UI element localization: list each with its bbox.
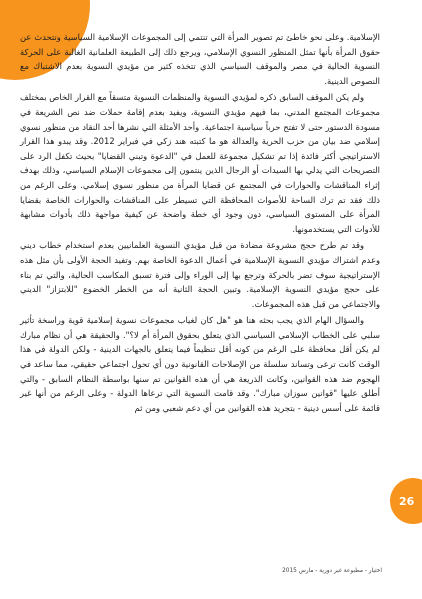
- page-number-badge: [390, 478, 422, 524]
- paragraph-4: والسؤال الهام الذي يجب بحثه هنا هو "هل كان لغياب مجموعات نسوية إسلامية قوية وراسخة تأثير سلبي على الخطاب الإسلامي السياسي الذي يتعلق بحقوق المرأة أم لا؟". والحقيقة هي أن نظام مبارك لم يكن أقل محافظة على الرغم من كونه أقل تنظيماً فيما يتعلق بالجهات الدينية - ولكن الدولة في هذا الوقت كانت ترعى وتساند سلسلة من الإصلاحات القانونية دون أي تحول اجتماعي حقيقي، مما ساعد في الهجوم ضد هذه القوانين، وكانت الذريعة هي أن هذه القوانين تم سنها بواسطة النظام السابق - والتي أطلق عليها "قوانين سوزان مبارك". وقد قامت النسوية التي ترعاها الدولة - وعلى الرغم من أنها غير قائمة على أسس دينية - بتجريد هذه القوانين من أي دعم شعبي ومن ثم: [20, 315, 380, 413]
- paragraph-3: وقد تم طرح حجج مشروعة مضادة من قبل مؤيدي النسوية العلمانيين بعدم استخدام خطاب ديني وعدم اشتراك مؤيدي النسوية الإسلامية في أعمال الدعوة الخاصة بهم. وتفيد الحجة الأولى بأن مثل هذه الإستراتيجية سوف تضر بالحركة وترجع بها إلى الوراء وإلى فترة تسبق المكاسب الحالية، والتي تم بناء على حجج مؤيدي النسوية الإسلامية. وتبين الحجة الثانية أنه من الخطر الخضوع "للابتزاز" الديني والاجتماعي من قبل هذه المجموعات.: [20, 240, 380, 309]
- paragraph-1: الإسلامية. وعلى نحو خاطئ تم تصوير المرأة التي تنتمي إلى المجموعات الإسلامية السياسية وتتحدث عن حقوق المرأة بأنها تمثل المنظور النسوي الإسلامي، ويرجع ذلك إلى الطبيعة العلمانية الغالبة على الحركة النسوية الحالية في مصر والموقف السياسي الذي تتخذه كثير من مؤيدي النسوية بعدم الاشتباك مع النصوص الدينية.: [20, 32, 380, 86]
- page-number: 26: [399, 494, 415, 508]
- article-body: [20, 30, 380, 415]
- paragraph-2: ولم يكن الموقف السابق ذكره لمؤيدي النسوية والمنظمات النسوية متسقاً مع القرار الخاص بمختلف مجموعات المجتمع المدني، بما فيهم مؤيدي النسوية، ويفيد بعدم إقامة حملات ضد نص الشريعة في مسودة الدستور حتى لا تفتح حرباً سياسية اجتماعية. وأحد الأمثلة التي نشرها أحد النقاد من منظور نسوي إسلامي ضد بيان من حزب الحرية والعدالة هو ما كتبته هند زكي في فبراير 2012. وقد يبدو هذا القرار الاستراتيجي أكثر فائدة إذا تم تشكيل مجموعة للعمل في "الدعوة وتبني القضايا" بحيث تكفل الرد على التصريحات التي يدلي بها السيدات أو الرجال الذين ينتمون إلى مجموعات الإسلام السياسي، وذلك بهدف إثراء المناقشات والحوارات في المجتمع عن قضايا المرأة من منظور نسوي إسلامي. وعلى الرغم من ذلك فقد تم ترك الساحة للأصوات المحافظة التي تسيطر على المناقشات والحوارات الخاصة بقضايا المرأة على المستوى السياسي، دون وجود أي خطة واضحة عن كيفية مواجهة ذلك بأدوات مشابهة للأدوات التي يستخدمونها.: [20, 92, 380, 234]
- page-footer: اختيار - مطبوعة غير دورية - مارس 2015: [282, 568, 382, 574]
